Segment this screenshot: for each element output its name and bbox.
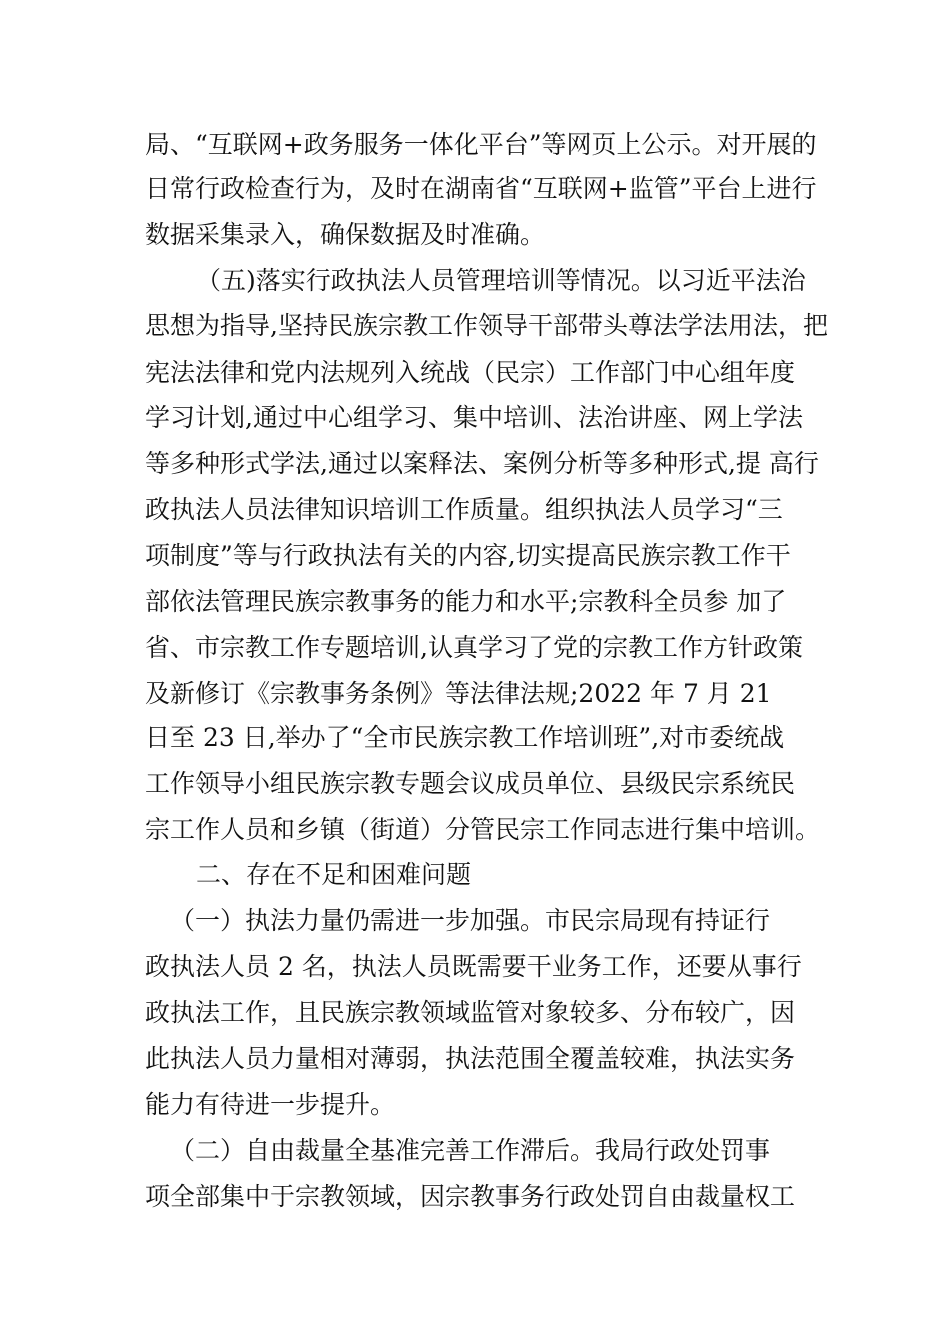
text-line-6: 宪法法律和党内法规列入统战（民宗）工作部门中心组年度	[145, 358, 796, 387]
text-line-14: 日至 23 日,举办了“全市民族宗教工作培训班”,对市委统战	[145, 723, 785, 752]
section-heading-two: 二、存在不足和困难问题	[196, 860, 472, 889]
section-heading-five: （五)落实行政执法人员管理培训等情况。以习近平法治	[196, 266, 806, 295]
text-line-2: 日常行政检查行为，及时在湖南省“互联网+监管”平台上进行	[145, 174, 817, 203]
text-line-10: 项制度”等与行政执法有关的内容,切实提高民族宗教工作干	[145, 541, 791, 570]
text-line-1: 局、“互联网+政务服务一体化平台”等网页上公示。对开展的	[145, 130, 817, 159]
text-line-21: 此执法人员力量相对薄弱，执法范围全覆盖较难，执法实务	[145, 1044, 796, 1073]
text-line-16: 宗工作人员和乡镇（街道）分管民宗工作同志进行集中培训。	[145, 815, 821, 844]
text-line-8: 等多种形式学法,通过以案释法、案例分析等多种形式,提 高行	[145, 449, 819, 478]
text-line-19: 政执法人员 2 名，执法人员既需要干业务工作，还要从事行	[145, 952, 802, 981]
text-line-7: 学习计划,通过中心组学习、集中培训、法治讲座、网上学法	[145, 403, 803, 432]
text-line-11: 部依法管理民族宗教事务的能力和水平;宗教科全员参 加了	[145, 587, 787, 616]
text-line-9: 政执法人员法律知识培训工作质量。组织执法人员学习“三	[145, 495, 783, 524]
subsection-heading-one: （一）执法力量仍需进一步加强。市民宗局现有持证行	[170, 906, 771, 935]
subsection-heading-two: （二）自由裁量全基准完善工作滞后。我局行政处罚事	[170, 1136, 771, 1165]
text-line-22: 能力有待进一步提升。	[145, 1090, 396, 1119]
text-line-12: 省、市宗教工作专题培训,认真学习了党的宗教工作方针政策	[145, 633, 803, 662]
text-line-3: 数据采集录入，确保数据及时准确。	[145, 220, 546, 249]
text-line-15: 工作领导小组民族宗教专题会议成员单位、县级民宗系统民	[145, 769, 796, 798]
text-line-5: 思想为指导,坚持民族宗教工作领导干部带头尊法学法用法，把	[145, 311, 828, 340]
text-line-24: 项全部集中于宗教领域，因宗教事务行政处罚自由裁量权工	[145, 1182, 796, 1211]
text-line-20: 政执法工作，且民族宗教领域监管对象较多、分布较广，因	[145, 998, 796, 1027]
text-line-13: 及新修订《宗教事务条例》等法律法规;2022 年 7 月 21	[145, 679, 772, 708]
